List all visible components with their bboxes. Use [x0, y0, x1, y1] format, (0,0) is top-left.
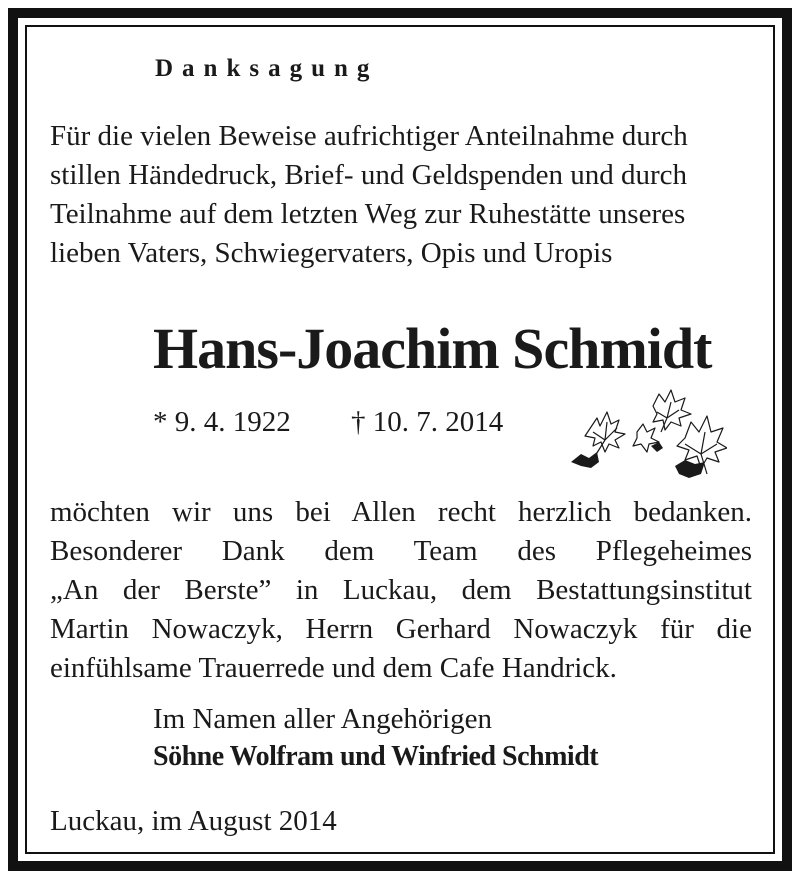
death-date: † 10. 7. 2014 — [351, 406, 504, 438]
thanks-paragraph — [50, 493, 752, 688]
notice-heading: Danksagung — [155, 55, 379, 82]
notice-inner-border — [25, 25, 775, 854]
place-and-date: Luckau, im August 2014 — [50, 805, 337, 837]
signature-intro: Im Namen aller Angehörigen — [153, 703, 493, 735]
thanks-line: möchten wir uns bei Allen recht herzlich bedanken. — [50, 496, 752, 528]
deceased-name: Hans-Joachim Schmidt — [153, 316, 712, 381]
intro-paragraph — [50, 117, 752, 273]
obituary-notice — [8, 8, 792, 871]
intro-line: stillen Händedruck, Brief- und Geldspenden und durch — [50, 159, 688, 191]
intro-line: lieben Vaters, Schwiegervaters, Opis und Uropis — [50, 237, 613, 269]
maple-leaves-icon — [567, 382, 727, 482]
birth-date: * 9. 4. 1922 — [153, 406, 291, 438]
intro-line: Teilnahme auf dem letzten Weg zur Ruhestätte unseres — [50, 198, 686, 230]
thanks-line: „An der Berste” in Luckau, dem Bestattungsinstitut — [50, 574, 752, 606]
thanks-line: Martin Nowaczyk, Herrn Gerhard Nowaczyk für die — [50, 613, 752, 645]
signature-names: Söhne Wolfram und Winfried Schmidt — [153, 741, 599, 772]
intro-line: Für die vielen Beweise aufrichtiger Anteilnahme durch — [50, 120, 688, 152]
thanks-line: Besonderer Dank dem Team des Pflegeheimes — [50, 535, 752, 567]
thanks-line: einfühlsame Trauerrede und dem Cafe Handrick. — [50, 652, 617, 684]
